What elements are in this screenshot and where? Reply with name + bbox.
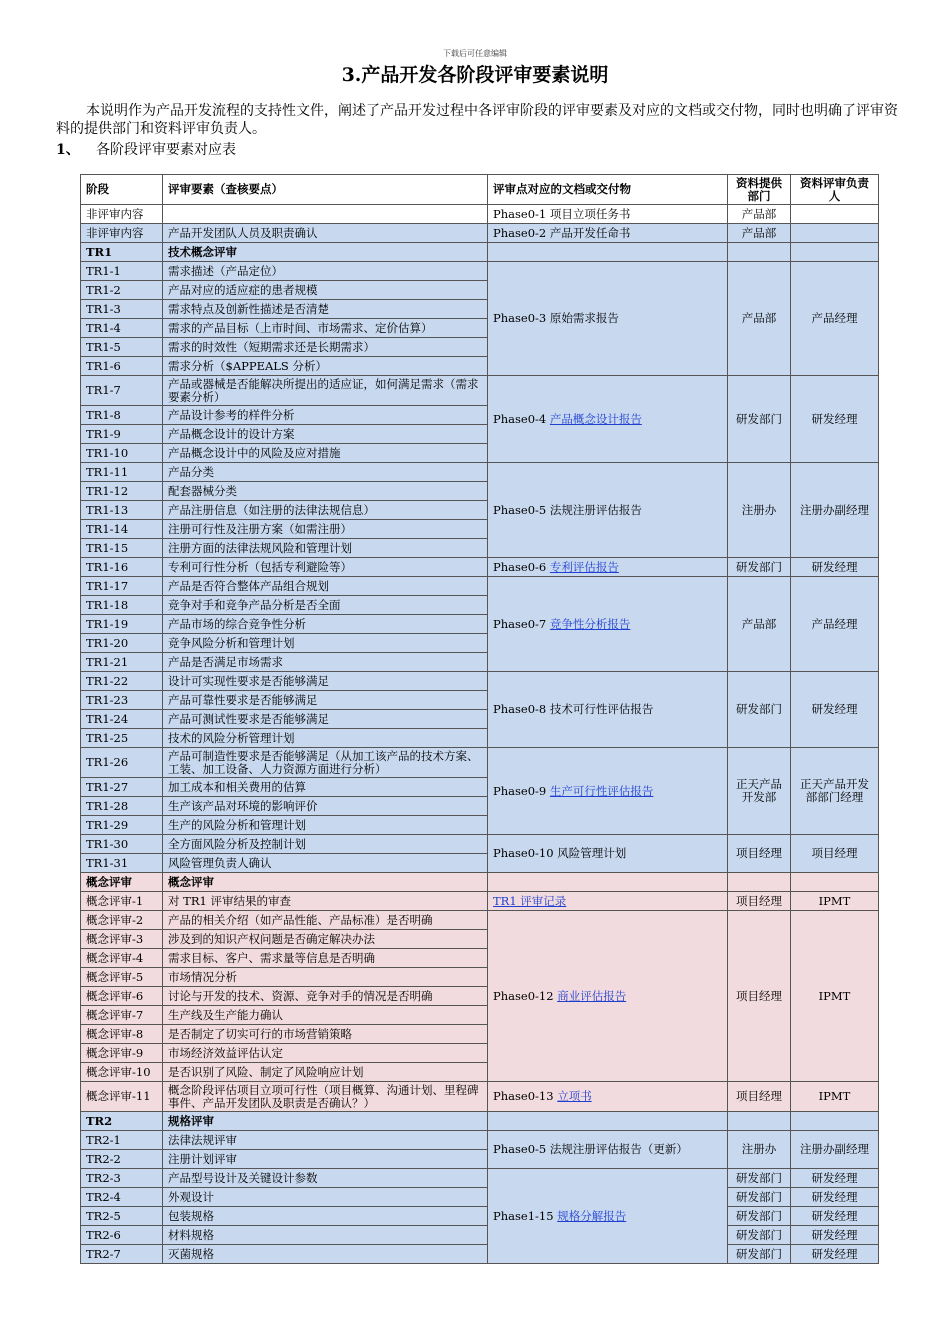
stage-cell: TR2-6 [81, 1226, 163, 1245]
deliverable-prefix: Phase0-12 [493, 988, 558, 1003]
stage-cell: TR1-20 [81, 634, 163, 653]
stage-cell: 概念评审-6 [81, 987, 163, 1006]
dept-cell: 产品部 [728, 224, 791, 243]
element-cell: 注册可行性及注册方案（如需注册） [163, 520, 488, 539]
section-number: 1、 [56, 142, 80, 158]
deliverable-cell [488, 911, 728, 1082]
stage-cell: TR1 [81, 243, 163, 262]
deliverable-cell: Phase0-3 原始需求报告 [488, 262, 728, 376]
stage-cell: 概念评审-11 [81, 1082, 163, 1112]
stage-cell: TR1-2 [81, 281, 163, 300]
stage-cell: TR2 [81, 1112, 163, 1131]
dept-cell: 注册办 [728, 463, 791, 558]
element-cell: 外观设计 [163, 1188, 488, 1207]
element-cell: 产品概念设计的设计方案 [163, 425, 488, 444]
element-cell: 产品可测试性要求是否能够满足 [163, 710, 488, 729]
dept-cell: 注册办 [728, 1131, 791, 1169]
stage-cell: TR1-21 [81, 653, 163, 672]
stage-cell: TR2-5 [81, 1207, 163, 1226]
deliverable-cell [488, 577, 728, 672]
owner-cell: 研发经理 [791, 1245, 879, 1264]
element-cell: 产品是否满足市场需求 [163, 653, 488, 672]
table-row [81, 463, 879, 482]
review-elements-table [80, 174, 879, 1264]
deliverable-prefix: Phase0-13 [493, 1089, 558, 1103]
element-cell [163, 205, 488, 224]
element-cell: 涉及到的知识产权问题是否确定解决办法 [163, 930, 488, 949]
element-cell: 生产该产品对环境的影响评价 [163, 797, 488, 816]
header-elements: 评审要素（查核要点） [163, 175, 488, 205]
element-cell: 竞争风险分析和管理计划 [163, 634, 488, 653]
stage-cell: 概念评审-9 [81, 1044, 163, 1063]
stage-cell: TR1-8 [81, 406, 163, 425]
element-cell: 生产线及生产能力确认 [163, 1006, 488, 1025]
table-row [81, 1169, 879, 1188]
table-row [81, 1207, 879, 1226]
stage-cell: TR1-23 [81, 691, 163, 710]
stage-cell: TR1-7 [81, 376, 163, 406]
deliverable-cell [488, 376, 728, 463]
stage-cell: TR1-29 [81, 816, 163, 835]
element-cell: 技术概念评审 [163, 243, 488, 262]
stage-cell: TR1-12 [81, 482, 163, 501]
owner-cell: 正天产品开发部部门经理 [791, 748, 879, 835]
stage-cell: TR1-9 [81, 425, 163, 444]
element-cell: 注册方面的法律法规风险和管理计划 [163, 539, 488, 558]
table-row [81, 1188, 879, 1207]
header-stage: 阶段 [81, 175, 163, 205]
owner-cell: 研发经理 [791, 1188, 879, 1207]
deliverable-cell [488, 1082, 728, 1112]
deliverable-link[interactable]: 生产可行性评估报告 [549, 783, 654, 798]
element-cell: 设计可实现性要求是否能够满足 [163, 672, 488, 691]
stage-cell: TR1-31 [81, 854, 163, 873]
owner-cell: 研发经理 [791, 1169, 879, 1188]
element-cell: 产品是否符合整体产品组合规划 [163, 577, 488, 596]
stage-cell: TR1-10 [81, 444, 163, 463]
element-cell: 产品概念设计中的风险及应对措施 [163, 444, 488, 463]
dept-cell: 研发部门 [728, 376, 791, 463]
stage-cell: TR1-28 [81, 797, 163, 816]
stage-cell: 概念评审-3 [81, 930, 163, 949]
stage-cell: 概念评审-7 [81, 1006, 163, 1025]
stage-cell: 概念评审-4 [81, 949, 163, 968]
element-cell: 对 TR1 评审结果的审查 [163, 892, 488, 911]
deliverable-link[interactable]: 专利评估报告 [549, 559, 619, 574]
element-cell: 配套器械分类 [163, 482, 488, 501]
stage-cell: 概念评审-1 [81, 892, 163, 911]
element-cell: 产品可靠性要求是否能够满足 [163, 691, 488, 710]
dept-cell: 产品部 [728, 205, 791, 224]
section-heading [56, 139, 236, 159]
table-row [81, 558, 879, 577]
header-note: 下载后可任意编辑 [443, 49, 507, 58]
element-cell: 产品的相关介绍（如产品性能、产品标准）是否明确 [163, 911, 488, 930]
element-cell: 需求目标、客户、需求量等信息是否明确 [163, 949, 488, 968]
table-row [81, 748, 879, 778]
dept-cell: 项目经理 [728, 892, 791, 911]
dept-cell: 项目经理 [728, 1082, 791, 1112]
table-row [81, 224, 879, 243]
deliverable-cell: Phase0-8 技术可行性评估报告 [488, 672, 728, 748]
section-title: 各阶段评审要素对应表 [96, 142, 236, 158]
owner-cell: 项目经理 [791, 835, 879, 873]
stage-header-row [81, 243, 879, 262]
dept-cell: 研发部门 [728, 1188, 791, 1207]
stage-cell: TR2-1 [81, 1131, 163, 1150]
owner-cell: 研发经理 [791, 672, 879, 748]
element-cell: 概念评审 [163, 873, 488, 892]
element-cell: 是否识别了风险、制定了风险响应计划 [163, 1063, 488, 1082]
table-row [81, 1226, 879, 1245]
stage-cell: TR2-7 [81, 1245, 163, 1264]
stage-cell: TR2-3 [81, 1169, 163, 1188]
element-cell: 是否制定了切实可行的市场营销策略 [163, 1025, 488, 1044]
element-cell: 法律法规评审 [163, 1131, 488, 1150]
stage-cell: TR2-2 [81, 1150, 163, 1169]
element-cell: 需求的时效性（短期需求还是长期需求） [163, 338, 488, 357]
deliverable-prefix: Phase1-15 [493, 1208, 558, 1223]
owner-cell [791, 224, 879, 243]
stage-header-row [81, 1112, 879, 1131]
stage-cell: 概念评审-5 [81, 968, 163, 987]
owner-cell: 注册办副经理 [791, 463, 879, 558]
element-cell: 产品可制造性要求是否能够满足（从加工该产品的技术方案、工装、加工设备、人力资源方面进行分析） [163, 748, 488, 778]
stage-cell: 概念评审 [81, 873, 163, 892]
element-cell: 包装规格 [163, 1207, 488, 1226]
element-cell: 技术的风险分析管理计划 [163, 729, 488, 748]
dept-cell: 研发部门 [728, 1169, 791, 1188]
dept-cell: 项目经理 [728, 835, 791, 873]
header-owner: 资料评审负责人 [791, 175, 879, 205]
deliverable-prefix: Phase0-4 [493, 411, 550, 426]
stage-cell: TR1-14 [81, 520, 163, 539]
element-cell: 专利可行性分析（包括专利避险等） [163, 558, 488, 577]
table-row [81, 1131, 879, 1150]
stage-cell: 概念评审-8 [81, 1025, 163, 1044]
dept-cell: 研发部门 [728, 1226, 791, 1245]
stage-cell: TR1-11 [81, 463, 163, 482]
deliverable-cell: Phase0-5 法规注册评估报告（更新） [488, 1131, 728, 1169]
owner-cell: 研发经理 [791, 376, 879, 463]
table-row [81, 1082, 879, 1112]
element-cell: 材料规格 [163, 1226, 488, 1245]
owner-cell: 注册办副经理 [791, 1131, 879, 1169]
table-header-row [81, 175, 879, 205]
table-row [81, 262, 879, 281]
element-cell: 竞争对手和竞争产品分析是否全面 [163, 596, 488, 615]
stage-cell: TR1-24 [81, 710, 163, 729]
header-deliverable: 评审点对应的文档或交付物 [488, 175, 728, 205]
deliverable-link[interactable]: 立项书 [557, 1089, 592, 1103]
element-cell: 产品开发团队人员及职责确认 [163, 224, 488, 243]
owner-cell: IPMT [791, 1082, 879, 1112]
dept-cell: 研发部门 [728, 1245, 791, 1264]
table-row [81, 577, 879, 596]
stage-cell: 概念评审-10 [81, 1063, 163, 1082]
element-cell: 生产的风险分析和管理计划 [163, 816, 488, 835]
element-cell: 需求分析（$APPEALS 分析） [163, 357, 488, 376]
element-cell: 加工成本和相关费用的估算 [163, 778, 488, 797]
owner-cell: 产品经理 [791, 262, 879, 376]
stage-cell: TR1-19 [81, 615, 163, 634]
element-cell: 需求的产品目标（上市时间、市场需求、定价估算） [163, 319, 488, 338]
owner-cell: 研发经理 [791, 1226, 879, 1245]
header-dept: 资料提供部门 [728, 175, 791, 205]
element-cell: 需求特点及创新性描述是否清楚 [163, 300, 488, 319]
element-cell: 市场经济效益评估认定 [163, 1044, 488, 1063]
stage-cell: TR1-5 [81, 338, 163, 357]
deliverable-prefix: Phase0-6 [493, 559, 550, 574]
stage-cell: TR1-15 [81, 539, 163, 558]
owner-cell: 产品经理 [791, 577, 879, 672]
owner-cell: IPMT [791, 911, 879, 1082]
element-cell: 灭菌规格 [163, 1245, 488, 1264]
document-title: 3.产品开发各阶段评审要素说明 [341, 64, 609, 86]
deliverable-link[interactable]: TR1 评审记录 [493, 893, 567, 908]
stage-cell: TR1-17 [81, 577, 163, 596]
stage-cell: TR1-25 [81, 729, 163, 748]
deliverable-link[interactable]: 规格分解报告 [557, 1208, 627, 1223]
owner-cell: 研发经理 [791, 558, 879, 577]
element-cell: 产品设计参考的样件分析 [163, 406, 488, 425]
element-cell: 需求描述（产品定位） [163, 262, 488, 281]
stage-cell: TR1-6 [81, 357, 163, 376]
table-row [81, 205, 879, 224]
deliverable-cell [488, 748, 728, 835]
stage-cell: TR1-22 [81, 672, 163, 691]
element-cell: 产品或器械是否能解决所提出的适应证，如何满足需求（需求要素分析） [163, 376, 488, 406]
element-cell: 风险管理负责人确认 [163, 854, 488, 873]
stage-cell: TR1-30 [81, 835, 163, 854]
element-cell: 讨论与开发的技术、资源、竞争对手的情况是否明确 [163, 987, 488, 1006]
element-cell: 概念阶段评估项目立项可行性（项目概算、沟通计划、里程碑事件、产品开发团队及职责是否确认？） [163, 1082, 488, 1112]
deliverable-cell: Phase0-2 产品开发任命书 [488, 224, 728, 243]
stage-cell: TR2-4 [81, 1188, 163, 1207]
element-cell: 产品市场的综合竞争性分析 [163, 615, 488, 634]
table-row [81, 376, 879, 406]
stage-cell: TR1-27 [81, 778, 163, 797]
table-row [81, 911, 879, 930]
deliverable-cell [488, 1169, 728, 1264]
deliverable-prefix: Phase0-7 [493, 616, 550, 631]
stage-cell: TR1-18 [81, 596, 163, 615]
table-row [81, 1245, 879, 1264]
deliverable-prefix: Phase0-9 [493, 783, 550, 798]
dept-cell: 项目经理 [728, 911, 791, 1082]
element-cell: 产品注册信息（如注册的法律法规信息） [163, 501, 488, 520]
element-cell: 产品型号设计及关键设计参数 [163, 1169, 488, 1188]
stage-cell: 概念评审-2 [81, 911, 163, 930]
owner-cell [791, 205, 879, 224]
element-cell: 注册计划评审 [163, 1150, 488, 1169]
table-row [81, 835, 879, 854]
stage-cell: TR1-3 [81, 300, 163, 319]
deliverable-link[interactable]: 竞争性分析报告 [549, 616, 631, 631]
deliverable-cell: Phase0-1 项目立项任务书 [488, 205, 728, 224]
element-cell: 产品分类 [163, 463, 488, 482]
dept-cell: 产品部 [728, 262, 791, 376]
owner-cell: IPMT [791, 892, 879, 911]
stage-cell: TR1-26 [81, 748, 163, 778]
element-cell: 规格评审 [163, 1112, 488, 1131]
dept-cell: 正天产品开发部 [728, 748, 791, 835]
dept-cell: 研发部门 [728, 1207, 791, 1226]
stage-cell: TR1-16 [81, 558, 163, 577]
stage-cell: 非评审内容 [81, 224, 163, 243]
deliverable-cell: Phase0-5 法规注册评估报告 [488, 463, 728, 558]
deliverable-cell [488, 558, 728, 577]
deliverable-cell: Phase0-10 风险管理计划 [488, 835, 728, 873]
stage-cell: 非评审内容 [81, 205, 163, 224]
dept-cell: 研发部门 [728, 558, 791, 577]
table-row [81, 892, 879, 911]
stage-cell: TR1-4 [81, 319, 163, 338]
intro-paragraph: 本说明作为产品开发流程的支持性文件，阐述了产品开发过程中各评审阶段的评审要素及对应的文档或交付物，同时也明确了评审资料的提供部门和资料评审负责人。 [56, 103, 898, 137]
owner-cell: 研发经理 [791, 1207, 879, 1226]
table-row [81, 672, 879, 691]
stage-cell: TR1-13 [81, 501, 163, 520]
deliverable-link[interactable]: 商业评估报告 [557, 988, 627, 1003]
dept-cell: 产品部 [728, 577, 791, 672]
element-cell: 全方面风险分析及控制计划 [163, 835, 488, 854]
element-cell: 市场情况分析 [163, 968, 488, 987]
stage-cell: TR1-1 [81, 262, 163, 281]
element-cell: 产品对应的适应症的患者规模 [163, 281, 488, 300]
deliverable-link[interactable]: 产品概念设计报告 [549, 411, 642, 426]
stage-header-row [81, 873, 879, 892]
deliverable-cell [488, 892, 728, 911]
dept-cell: 研发部门 [728, 672, 791, 748]
